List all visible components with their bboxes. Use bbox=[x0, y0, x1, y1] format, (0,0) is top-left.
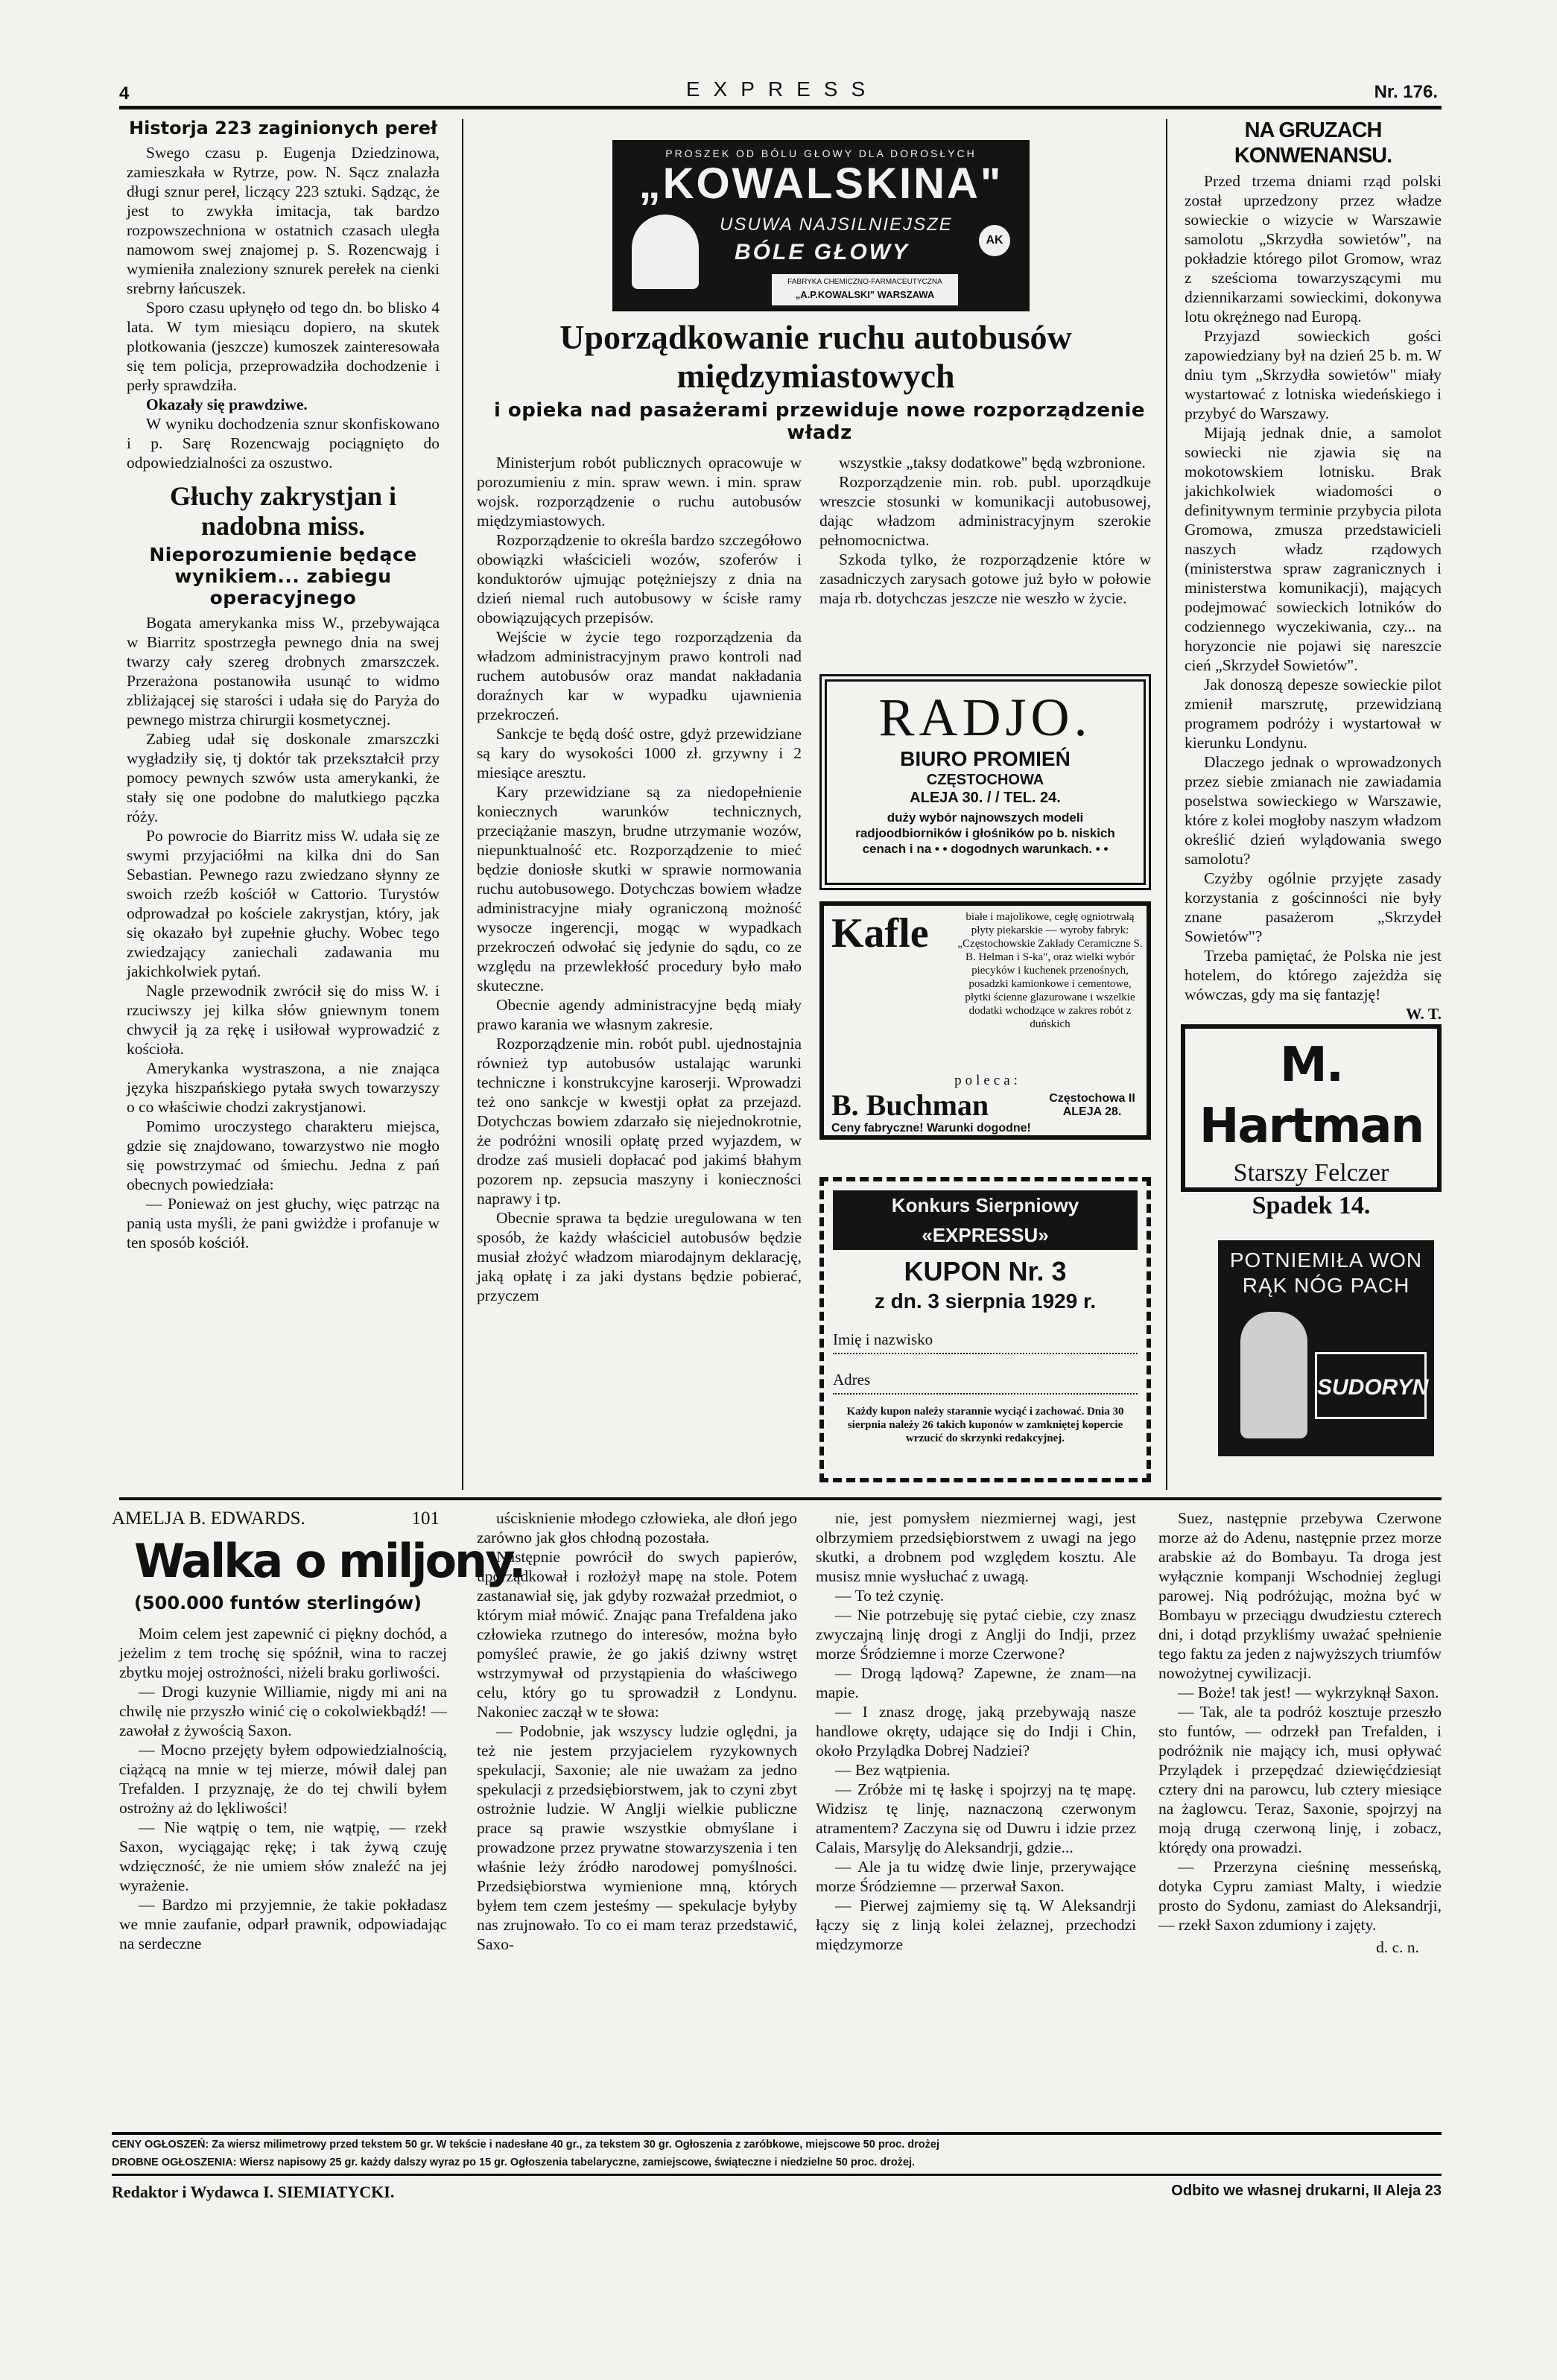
ad-sudoryn-figure bbox=[1240, 1312, 1307, 1438]
ad-kafle-firm: B. Buchman bbox=[831, 1088, 989, 1122]
paragraph: — Pierwej zajmiemy się tą. W Aleksandrji łączy się z linją kolei żelaznej, przechodzi międzymorze bbox=[816, 1897, 1136, 1953]
ad-kowalskina bbox=[612, 140, 1030, 311]
paragraph: — Drogi kuzynie Williamie, nigdy mi ani na chwilę nie przyszło winić cię o cokolwiekbądź! — zawołał z żywością Saxon. bbox=[119, 1683, 447, 1739]
page-number: 4 bbox=[119, 83, 130, 104]
ad-sudoryn-line2: RĄK NÓG PACH bbox=[1242, 1274, 1410, 1297]
ad-kafle-prices: Ceny fabryczne! Warunki dogodne! bbox=[831, 1122, 1031, 1135]
paragraph: Przyjazd sowieckich gości zapowiedziany był na dzień 25 b. m. W dniu tym „Skrzydła sowietów" miały wystartować z lotniska wiedeńskiego i przybyć do Warszawy. bbox=[1185, 327, 1442, 422]
coupon-address-label: Adres bbox=[833, 1371, 871, 1389]
serial-number: 101 bbox=[411, 1508, 440, 1529]
paragraph: Obecnie sprawa ta będzie uregulowana w ten sposób, że każdy właściciel autobusów będzie musiał złożyć władzom miarodajnym deklarację, jaką opłatę i za jaki dystans będzie pobierać, przyczem bbox=[477, 1209, 802, 1304]
paragraph: — Drogą lądową? Zapewne, że znam—na mapie. bbox=[816, 1664, 1136, 1701]
paragraph: — Przerzyna cieśninę messeńską, dotyka Cypru zamiast Malty, i wiedzie prosto do Sydonu, zamiast do Aleksandrji, — rzekł Saxon zdumiony i zajęty. bbox=[1158, 1858, 1442, 1934]
paragraph: nie, jest pomysłem niezmiernej wagi, jest olbrzymiem przedsiębiorstwem z uwagi na jego skutki, a drobnem pod względem kosztu. Ale musisz mnie wysłuchać z uwagą. bbox=[816, 1509, 1136, 1585]
ad-radjo-title: RADJO. bbox=[878, 688, 1092, 747]
footer-prices-1 bbox=[112, 2136, 1442, 2153]
paragraph: Dlaczego jednak o wprowadzonych przez siebie zmianach nie zawiadamia poselstwa sowieckiego w Warszawie, które z kolei mogłoby naszym władzom określić dzień wylądowania swego samolotu? bbox=[1185, 753, 1442, 868]
paragraph: — I znasz drogę, jaką przebywają nasze handlowe okręty, udające się do Indji i Chin, około Przylądka Dobrej Nadziei? bbox=[816, 1703, 1136, 1759]
coupon-kupon: KUPON Nr. 3 bbox=[904, 1256, 1067, 1286]
paragraph: Mijają jednak dnie, a samolot sowiecki nie zjawia się na mokotowskiem lotnisku. Brak jakichkolwiek wiadomości o definitywnym terminie przybycia pilota Gromowa, zmusza przedstawicieli naszych władz rządowych (ministerstwa spraw zagranicznych i ministerstwa komunikacji), mających podejmować sowieckich lotników do codziennego wyczekiwania, czy... na horyzoncie nie pojawi się nareszcie cień „Skrzydeł Sowietów". bbox=[1185, 424, 1442, 674]
paragraph: — Ponieważ on jest głuchy, więc patrząc na panią usta myśli, że pani gwiżdże i profanuje w ten sposób kościół. bbox=[127, 1195, 440, 1251]
ad-kowalskina-figure bbox=[632, 215, 699, 289]
ad-kowalskina-badge: AK bbox=[979, 225, 1010, 256]
ad-sudoryn bbox=[1218, 1240, 1434, 1456]
paragraph: Bogata amerykanka miss W., przebywająca w Biarritz spostrzegła pewnego dnia na swej twarzy cały szereg drobnych zmarszczek. Przerażona postanowiła usunąć to widmo zbliżającej się starości i udała się do Paryża do pewnego mistrza chirurgii kosmetycznej. bbox=[127, 614, 440, 729]
paragraph: Trzeba pamiętać, że Polska nie jest hotelem, do którego zajeżdża się wówczas, gdy ma się fantazję! bbox=[1185, 947, 1442, 1003]
serial-col-4 bbox=[1158, 1508, 1442, 1957]
column-4 bbox=[1185, 118, 1442, 1024]
ad-kowalskina-top: PROSZEK OD BÓLU GŁOWY DLA DOROSŁYCH bbox=[665, 147, 977, 159]
paragraph: — Tak, ale ta podróż kosztuje przeszło sto funtów, — odrzekł pan Trefalden, i podróżnik nie mający ich, musi opływać Przylądek i przepędzać dziewięćdziesiąt cztery dni na parowcu, lub cztery miesiące na żaglowcu. Teraz, Saxonie, spojrzyj na moją drugą czerwoną linję, i zobacz, którędy ona prowadzi. bbox=[1158, 1703, 1442, 1856]
paragraph: — Bardzo mi przyjemnie, że takie pokładasz we mnie zaufanie, odparł prawnik, odpowiadając na serdeczne bbox=[119, 1896, 447, 1952]
serial-top-rule bbox=[119, 1497, 1442, 1500]
issue-number: Nr. 176. bbox=[1374, 82, 1438, 102]
serial-col-1 bbox=[119, 1624, 447, 1953]
ad-kafle-address: Częstochowa II ALEJA 28. bbox=[1049, 1092, 1135, 1118]
paragraph: — Nie wątpię o tem, nie wątpię, — rzekł Saxon, wyciągając rękę; i tak żywą czuję wdzięczność, że nie umiem słów znaleźć na jej wyrażenie. bbox=[119, 1818, 447, 1894]
paragraph: Sankcje te będą dość ostre, gdyż przewidziane są kary do wysokości 1000 zł. grzywny i 2 miesiące aresztu. bbox=[477, 725, 802, 781]
ad-kowalskina-name: „KOWALSKINA" bbox=[638, 159, 1003, 208]
paragraph: Suez, następnie przebywa Czerwone morze aż do Adenu, następnie przez morze arabskie aż do Bombayu. Ta droga jest wyłącznie kompanji Wschodniej żeglugi parowej. Nią podróżując, można być w Bombayu w przeciągu dwudziestu czterech dni, i dotąd przykliśmy uważać spełnienie tego faktu za jeden z najwyższych triumfów nowożytnej cywilizacji. bbox=[1158, 1509, 1442, 1682]
footer-prices-2-text: Wiersz napisowy 25 gr. każdy dalszy wyraz po 15 gr. Ogłoszenia tabelaryczne, zamiejscowe, świąteczne i niedzielne 50 proc. drożej. bbox=[239, 2157, 916, 2168]
paragraph: Pomimo uroczystego charakteru miejsca, gdzie się znajdowano, towarzystwo nie mogło się powstrzymać od śmiechu. Jedna z pań obecnych powiedziała: bbox=[127, 1117, 440, 1193]
paragraph: Moim celem jest zapewnić ci piękny dochód, a jeżelim z tem trochę się spóźnił, wina to raczej zbytku mojej ostrożności, niżeli braku gorliwości. bbox=[119, 1625, 447, 1681]
paragraph: Swego czasu p. Eugenja Dziedzinowa, zamieszkała w Rytrze, pow. N. Sącz znalazła długi sznur pereł, liczący 223 sztuki. Sądząc, że jest to zwykła imitacja, tak bardzo rozpowszechniona w ostatnich czasach uległa namowom swej znajomej p. S. Rozencwajg i wymieniła znaleziony sznurek perełek na cienki srebrny łańcuszek. bbox=[127, 144, 440, 297]
ad-radjo-city: CZĘSTOCHOWA bbox=[926, 772, 1044, 788]
paragraph: Wejście w życie tego rozporządzenia da władzom administracyjnym prawo kontroli nad ruchem autobusów oraz mandat nakładania doraźnych kar w wypadku ujawnienia przekroczeń. bbox=[477, 628, 802, 723]
ad-hartman-address: Spadek 14. bbox=[1252, 1192, 1371, 1219]
footer-prices-1-text: Za wiersz milimetrowy przed tekstem 50 gr. W tekście i nadesłane 40 gr., za tekstem 30 gr. Ogłoszenia z zaróbkowe, miejscowe 50 proc. drożej bbox=[212, 2139, 939, 2151]
ad-kafle-title: Kafle bbox=[831, 910, 929, 956]
column-1 bbox=[127, 118, 440, 1252]
ad-hartman-role: Starszy Felczer bbox=[1233, 1159, 1389, 1187]
footer-prices-1-label: CENY OGŁOSZEŃ: bbox=[112, 2139, 209, 2151]
paragraph: Okazały się prawdziwe. bbox=[146, 396, 308, 413]
main-article-col-b bbox=[819, 453, 1151, 608]
ad-kowalskina-maker1: FABRYKA CHEMICZNO-FARMACEUTYCZNA bbox=[787, 278, 942, 286]
footer-printer: Odbito we własnej drukarni, II Aleja 23 bbox=[1171, 2183, 1442, 2199]
serial-title: Walka o miljony. bbox=[134, 1534, 524, 1588]
paragraph: Ministerjum robót publicznych opracowuje w porozumieniu z min. spraw wewn. i min. spraw wojsk. rozporządzenie o ruchu autobusów międzymiastowych. bbox=[477, 454, 802, 530]
ad-sudoryn-brand: SUDORYN bbox=[1315, 1352, 1427, 1419]
paragraph: W wyniku dochodzenia sznur skonfiskowano i p. Sarę Rozencwajg pociągnięto do odpowiedzialności za oszustwo. bbox=[127, 415, 440, 472]
ad-radjo bbox=[819, 674, 1151, 890]
paragraph: — Mocno przejęty byłem odpowiedzialnością, ciążącą na mnie w tej mierze, mówił dalej pan Trefalden. I przyznaję, że do tej chwili byłem ostrożny aż do lękliwości! bbox=[119, 1741, 447, 1817]
paragraph: — Zróbże mi tę łaskę i spojrzyj na tę mapę. Widzisz tę linję, naznaczoną czerwonym atramentem? Zaczyna się od Duwru i idzie przez Calais, Marsylję do Aleksandrji, gdzie... bbox=[816, 1780, 1136, 1856]
paragraph: Nagle przewodnik zwrócił się do miss W. i rzuciwszy jej kilka słów gniewnym tonem chwycił ją za rękę i usiłował wyprowadzić z kościoła. bbox=[127, 982, 440, 1058]
paragraph: Sporo czasu upłynęło od tego dn. bo blisko 4 lata. W tym miesiącu dopiero, na skutek plotkowania (jeszcze) kumoszek zainteresowała się tem policja, przeprowadziła dochodzenie i perły sprawdziła. bbox=[127, 299, 440, 394]
main-headline-2: międzymiastowych bbox=[676, 357, 955, 395]
ad-kowalskina-line2: BÓLE GŁOWY bbox=[735, 240, 910, 264]
paragraph: — Nie potrzebuję się pytać ciebie, czy znasz zwyczajną linję drogi z Anglji do Indji, przez morze Śródziemne i morze Czerwone? bbox=[816, 1606, 1136, 1663]
footer-prices-2 bbox=[112, 2154, 1442, 2171]
footer-prices-2-label: DROBNE OGŁOSZENIA: bbox=[112, 2157, 237, 2168]
paragraph: Zabieg udał się doskonale zmarszczki wygładziły się, tj doktór tak przekształcił przy pomocy pewnych szwów usta amerykanki, że stały się one podobne do malutkiego pączka róży. bbox=[127, 730, 440, 825]
coupon-note: Każdy kupon należy starannie wyciąć i zachować. Dnia 30 sierpnia należy 26 takich kuponów w zamkniętej kopercie wrzucić do skrzynki redakcyjnej. bbox=[846, 1406, 1124, 1444]
signature: d. c. n. bbox=[1376, 1938, 1419, 1956]
masthead: EXPRESS bbox=[685, 77, 879, 101]
paragraph: Kary przewidziane są za niedopełnienie koniecznych warunków technicznych, przeciążanie maszyn, brudne utrzymanie wozów, niepunktualność etc. Rozporządzenie to mieć będzie doniosłe skutki w sprawie normowania ruchu autobusowego. Dotychczas bowiem władze administracyjne miały ograniczoną możność wysocze ingerencji, mogąc w wypadkach przekroczeń odwołać się jedynie do sądu, co ze względu na przewlekłość procedury było mało skuteczne. bbox=[477, 783, 802, 994]
footer-top-rule bbox=[112, 2132, 1442, 2135]
coupon-date: z dn. 3 sierpnia 1929 r. bbox=[874, 1289, 1097, 1313]
paragraph: Przed trzema dniami rząd polski został uprzedzony przez władze sowieckie o wizycie w Warszawie samolotu „Skrzydła sowietów", na pokładzie którego pilot Gromow, wraz z sześcioma towarzyszącymi mu dziennikarzami sowieckimi, dokonywa lotu okrężnego nad Europą. bbox=[1185, 172, 1442, 326]
paragraph: — Bez wątpienia. bbox=[835, 1761, 951, 1779]
paragraph: Szkoda tylko, że rozporządzenie które w zasadniczych zarysach gotowe już było w połowie maja rb. dotychczas jeszcze nie weszło w życie. bbox=[819, 550, 1151, 607]
serial-author: AMELJA B. EDWARDS. bbox=[112, 1508, 305, 1529]
paragraph: — Ale ja tu widzę dwie linje, przerywające morze Śródziemne — przerwał Saxon. bbox=[816, 1858, 1136, 1895]
ad-hartman bbox=[1181, 1024, 1442, 1219]
serial-subtitle: (500.000 funtów sterlingów) bbox=[134, 1593, 422, 1613]
ad-hartman-name: M. Hartman bbox=[1199, 1038, 1424, 1154]
paragraph: — To też czynię. bbox=[835, 1587, 945, 1605]
paragraph: Rozporządzenie min. robót publ. ujednostajnia również typ autobusów ustalając warunki techniczne i konstrukcyjne karoserji. Wprowadzi też ono sankcje w kwestji opłat za przejazd. Dotychczas bowiem zdarzało się niejednokrotnie, że podróżni wnosili opłatę przed wyjazdem, w drodze zaś musieli dopłacać pod jakimś błahym pozorem np. zepsucia maszyny i konieczności naprawy i tp. bbox=[477, 1035, 802, 1208]
paragraph: Obecnie agendy administracyjne będą miały prawo karania we własnym zakresie. bbox=[477, 996, 802, 1033]
ad-kafle bbox=[819, 901, 1151, 1140]
paragraph: — Podobnie, jak wszyscy ludzie oględni, ja też nie jestem przyjacielem ryzykownych spekulacji, Saxonie; ale nie uważam za jedno spekulacji z przedsiębiorstwem, jak to czyni zbyt ostrożnie ludzie. W Anglji wielkie publiczne prace są prawie wszystkie obmyślane i prowadzone przez prywatne stowarzyszenia i ten właśnie leży źródło narodowej pomyślności. Przedsiębiorstwa wymienione mną, których byłem tem czem jesteśmy — spekulacje byłyby nas zrujnowało. To co ei mam teraz przedstawić, Saxo- bbox=[477, 1722, 797, 1953]
paragraph: Rozporządzenie to określa bardzo szczegółowo obowiązki właścicieli wozów, szoferów i konduktorów ujmując potężniejszy z dnia na dzień niemal ruch autobusowy w ścisłe ramy obowiązujących przepisów. bbox=[477, 531, 802, 626]
ad-radjo-text: duży wybór najnowszych modeli radjoodbiorników i głośników po b. niskich cenach i na • • dogodnych warunkach. • • bbox=[855, 810, 1115, 856]
column-divider bbox=[462, 119, 463, 1490]
footer-editor: Redaktor i Wydawca I. SIEMIATYCKI. bbox=[112, 2183, 395, 2201]
ad-radjo-firm: BIURO PROMIEŃ bbox=[900, 747, 1071, 770]
ad-kafle-text: białe i majolikowe, cegłę ogniotrwałą płyty piekarskie — wyroby fabryk: „Częstochowskie Zakłady Ceramiczne S. B. Helman i S-ka", oraz wielki wybór piecyków i kuchenek przenośnych, posadzki kamionkowe i cementowe, płytki ścienne glazurowane i wszelkie dodatki wchodzące w zakres robót z duńskich bbox=[957, 911, 1143, 1030]
paragraph: wszystkie „taksy dodatkowe" będą wzbronione. bbox=[839, 454, 1146, 472]
coupon-box bbox=[819, 1177, 1151, 1482]
paragraph: Jak donoszą depesze sowieckie pilot zmienił marszrutę, przewidzianą programem podróży i wystartował w kierunku Londynu. bbox=[1185, 676, 1442, 752]
coupon-name-field[interactable] bbox=[833, 1330, 1138, 1354]
serial-col-2 bbox=[477, 1508, 797, 1954]
paragraph: Rozporządzenie min. rob. publ. uporządkuje wreszcie stosunki w komunikacji autobusowej, dając władzom administracyjnym szerokie pełnomocnictwa. bbox=[819, 473, 1151, 549]
coupon-title: Konkurs Sierpniowy «EXPRESSU» bbox=[833, 1190, 1138, 1250]
header-rule bbox=[119, 106, 1442, 110]
paragraph: Amerykanka wystraszona, a nie znająca języka hiszpańskiego pytała swych towarzyszy o co właściwie chodzi zakrystjanowi. bbox=[127, 1059, 440, 1116]
ad-sudoryn-line1: POTNIEMIŁA WON bbox=[1229, 1248, 1423, 1272]
column-divider bbox=[1166, 119, 1167, 1490]
main-article-col-a bbox=[477, 453, 802, 1305]
ad-radjo-address: ALEJA 30. / / TEL. 24. bbox=[910, 790, 1061, 806]
coupon-name-label: Imię i nazwisko bbox=[833, 1330, 933, 1348]
footer-bottom-rule bbox=[112, 2174, 1442, 2176]
paragraph: — Boże! tak jest! — wykrzyknął Saxon. bbox=[1178, 1684, 1439, 1701]
article-title-convention: NA GRUZACH KONWENANSU. bbox=[1234, 118, 1392, 168]
ad-kowalskina-maker2: „A.P.KOWALSKI" WARSZAWA bbox=[795, 289, 935, 300]
article-title-pearls: Historja 223 zaginionych pereł bbox=[129, 118, 437, 139]
paragraph: Po powrocie do Biarritz miss W. udała się ze swymi przyjaciółmi na kilka dni do San Sebastian. Pewnego razu zwiedzano słynny ze swoich rzeźb kościół w Cattorio. Turystów odprowadzał po kościele zakrystjan, który, jak się okazało był zupełnie głuchy. Wobec tego zwiedzający zaniechali zadawania mu jakichkolwiek pytań. bbox=[127, 827, 440, 980]
coupon-address-field[interactable] bbox=[833, 1371, 1138, 1394]
serial-col-3 bbox=[816, 1508, 1136, 1954]
ad-kafle-polecaj: poleca: bbox=[954, 1073, 1021, 1088]
main-headline-1: Uporządkowanie ruchu autobusów bbox=[559, 318, 1072, 356]
paragraph: Następnie powrócił do swych papierów, uporządkował i rozłożył mapę na stole. Potem zastanawiał się, jak gdyby rozważał przedmiot, o którym miał mówić. Znając pana Trefaldena jako człowieka rzutnego do interesów, można było pomyśleć prawie, że go jakiś dziwny wstręt wstrzymywał od przystąpienia do właściwego celu, który go tu sprowadził z Londynu. Nakoniec zaczął w te słowa: bbox=[477, 1548, 797, 1721]
signature: W. T. bbox=[1405, 1005, 1442, 1023]
ad-kowalskina-line1: USUWA NAJSILNIEJSZE bbox=[720, 215, 953, 235]
ad-kowalskina-maker-box bbox=[772, 274, 958, 305]
paragraph: uścisknienie młodego człowieka, ale dłoń jego zarówno jak głos chłodną pozostała. bbox=[477, 1509, 797, 1546]
paragraph: Czyżby ogólnie przyjęte zasady korzystania z gościnności nie były znane pasażerom „Skrzydeł Sowietów"? bbox=[1185, 869, 1442, 945]
article-subtitle-sacristan: Nieporozumienie będące wynikiem... zabiegu operacyjnego bbox=[149, 544, 417, 609]
article-title-sacristan: Głuchy zakrystjan i nadobna miss. bbox=[169, 481, 396, 541]
main-subhead: i opieka nad pasażerami przewiduje nowe rozporządzenie władz bbox=[493, 399, 1146, 444]
